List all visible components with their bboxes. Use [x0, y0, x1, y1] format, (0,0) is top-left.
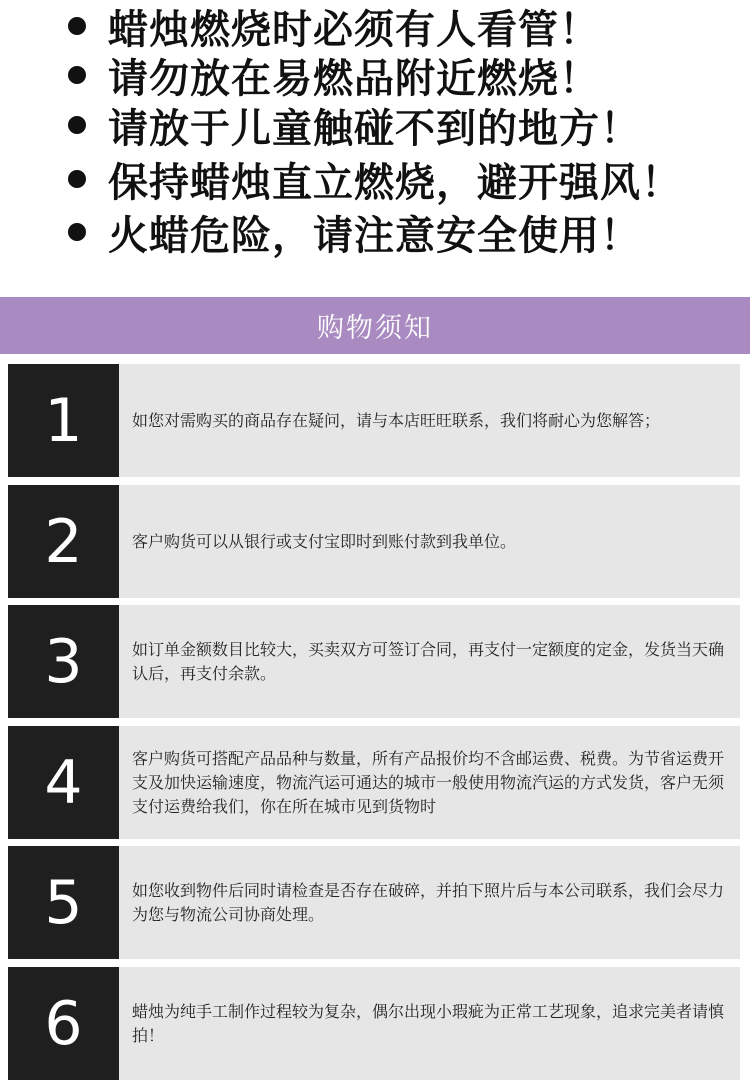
warning-item [68, 49, 600, 101]
notice-row [8, 726, 740, 839]
notice-number: 6 [44, 988, 83, 1059]
warning-text: 保持蜡烛直立燃烧，避开强风！ [108, 158, 682, 206]
notice-row [8, 846, 740, 959]
number-box [8, 967, 119, 1080]
warning-text: 请勿放在易燃品附近燃烧！ [108, 54, 600, 102]
notice-text: 客户购货可搭配产品品种与数量，所有产品报价均不含邮运费、税费。为节省运费开支及加快运输速度，物流汽运可通达的城市一般使用物流汽运的方式发货，客户无须支付运费给我们，你在所在城市见到货物时 [132, 748, 725, 816]
bullet-icon [68, 66, 86, 84]
notice-text: 如您对需购买的商品存在疑问，请与本店旺旺联系，我们将耐心为您解答； [132, 410, 661, 430]
warning-item [68, 99, 641, 151]
notice-row [8, 605, 740, 718]
notice-text: 如订单金额数目比较大，买卖双方可签订合同，再支付一定额度的定金，发货当天确认后，再支付余款。 [132, 639, 725, 683]
notice-row [8, 967, 740, 1080]
notice-number: 5 [44, 867, 83, 938]
number-box [8, 485, 119, 598]
number-box [8, 726, 119, 839]
notice-text: 客户购货可以从银行或支付宝即时到账付款到我单位。 [132, 531, 517, 551]
notice-text: 如您收到物件后同时请检查是否存在破碎，并拍下照片后与本公司联系，我们会尽力为您与物流公司协商处理。 [132, 880, 725, 924]
notice-row [8, 364, 740, 477]
warning-text: 火蜡危险，请注意安全使用！ [108, 211, 641, 259]
warning-item [68, 153, 682, 205]
notice-text: 蜡烛为纯手工制作过程较为复杂，偶尔出现小瑕疵为正常工艺现象，追求完美者请慎拍！ [132, 1001, 725, 1045]
number-box [8, 846, 119, 959]
notice-row [8, 485, 740, 598]
shopping-notice-banner [0, 297, 750, 354]
banner-title: 购物须知 [317, 313, 433, 344]
number-box [8, 605, 119, 718]
notice-number: 1 [44, 385, 83, 456]
warning-text: 蜡烛燃烧时必须有人看管！ [108, 5, 600, 53]
notice-number: 2 [44, 506, 83, 577]
notice-number: 4 [44, 747, 83, 818]
notice-number: 3 [44, 626, 83, 697]
warning-item [68, 0, 600, 52]
number-box [8, 364, 119, 477]
bullet-icon [68, 116, 86, 134]
warning-item [68, 206, 641, 258]
bullet-icon [68, 17, 86, 35]
warning-text: 请放于儿童触碰不到的地方！ [108, 104, 641, 152]
bullet-icon [68, 223, 86, 241]
warning-list [0, 0, 750, 296]
bullet-icon [68, 170, 86, 188]
